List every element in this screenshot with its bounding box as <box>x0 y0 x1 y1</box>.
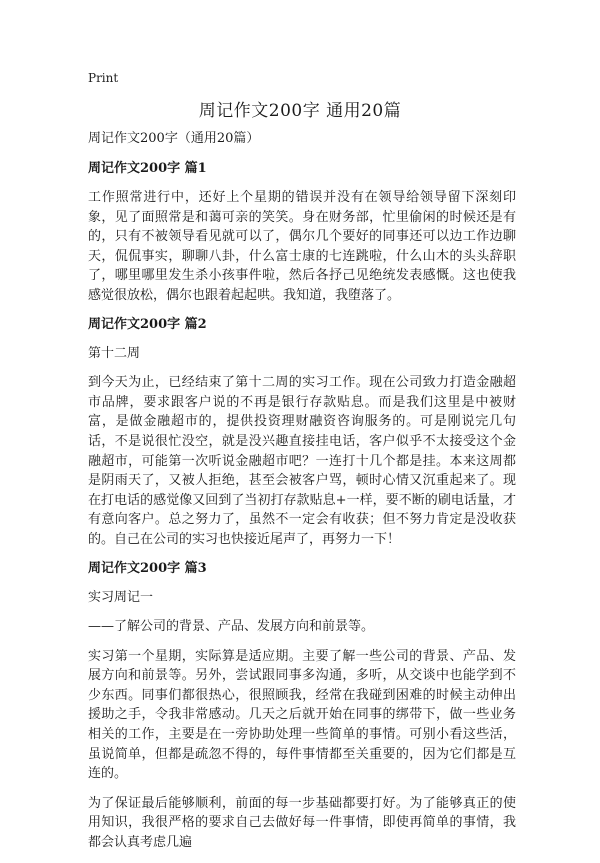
document-subtitle: 周记作文200字（通用20篇） <box>88 131 260 146</box>
print-label[interactable]: Print <box>88 71 119 85</box>
page-title: 周记作文200字 通用20篇 <box>198 101 402 121</box>
paragraph: 实习第一个星期，实际算是适应期。主要了解一些公司的背景、产品、发展方向和前景等。另外，尝试跟同事多沟通，多听，从交谈中也能学到不少东西。同事们都很热心，很照顾我，经常在我碰到困难的时候主动伸出援助之手，令我非常感动。几天之后就开始在同事的绑带下，做一些业务相关的工作，主要是在一旁协助处理一些简单的事情。可别小看这些活，虽说简单，但都是疏忽不得的，每件事情都至关重要的，因为它们都是互连的。 <box>88 648 516 782</box>
paragraph: 到今天为止，已经结束了第十二周的实习工作。现在公司致力打造金融超市品牌，要求跟客户说的不再是银行存款贴息。而是我们这里是中被财富，是做金融超市的，提供投资理财融资咨询服务的。可是刚说完几句话，不是说很忙没空，就是没兴趣直接挂电话，客户似乎不太接受这个金融超市，可能第一次听说金融超市吧？一连打十几个都是挂。本来这周都是阴雨天了，又被人拒绝，甚至会被客户骂，顿时心情又沉重起来了。现在打电话的感觉像又回到了当初打存款贴息+一样，要不断的刷电话量，才有意向客户。总之努力了，虽然不一定会有收获；但不努力肯定是没收获的。自己在公司的实习也快接近尾声了，再努力一下！ <box>88 375 516 547</box>
section-heading: 周记作文200字 篇2 <box>88 316 207 332</box>
paragraph: 工作照常进行中，还好上个星期的错误并没有在领导给领导留下深刻印象，见了面照常是和蔼可亲的笑笑。身在财务部，忙里偷闲的时候还是有的，只有不被领导看见就可以了，偶尔几个要好的同事还可以边工作边聊天，侃侃事实，聊聊八卦，什么富士康的七连跳啦，什么山木的头头辞职了，哪里哪里发生杀小孩事件啦，然后各抒己见绝统发表感慨。这也使我感觉很放松，偶尔也跟着起起哄。我知道，我堕落了。 <box>88 190 516 303</box>
paragraph: 第十二周 <box>88 345 141 361</box>
paragraph: 为了保证最后能够顺利，前面的每一步基础都要打好。为了能够真正的使用知识，我很严格的要求自己去做好每一件事情，即使再简单的事情，我都会认真考虑几遍 <box>88 795 516 851</box>
document-body <box>88 130 516 863</box>
paragraph: 实习周记一 <box>88 589 154 605</box>
section-heading: 周记作文200字 篇3 <box>88 560 207 576</box>
paragraph: ——了解公司的背景、产品、发展方向和前景等。 <box>88 619 375 635</box>
section-heading: 周记作文200字 篇1 <box>88 161 207 176</box>
